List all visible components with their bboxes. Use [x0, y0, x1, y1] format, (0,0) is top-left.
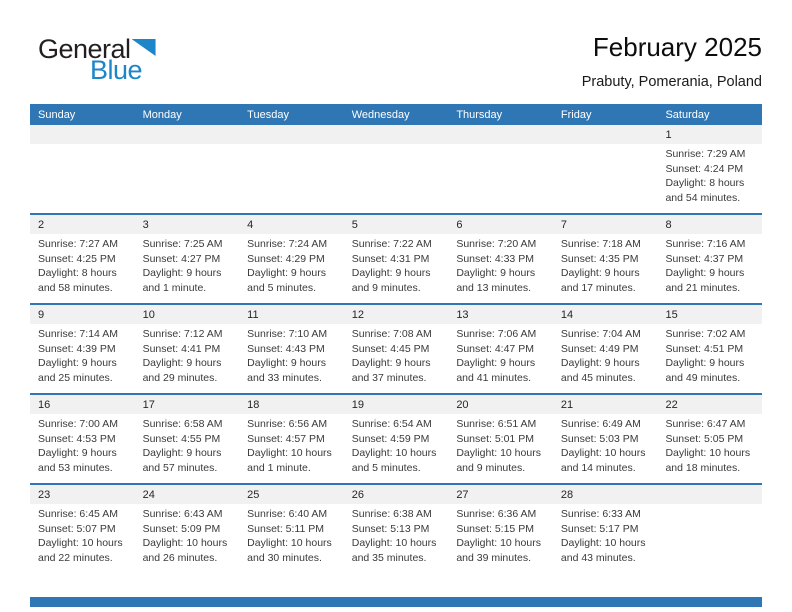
sunset-text: Sunset: 5:01 PM: [456, 432, 534, 445]
daylight-line2-text: and 14 minutes.: [560, 461, 636, 474]
day-cell-5: [344, 215, 449, 303]
sunset-text: Sunset: 4:25 PM: [38, 252, 116, 265]
day-details: [239, 234, 344, 295]
sunset-text: Sunset: 4:49 PM: [560, 342, 639, 355]
sunrise-text: Sunrise: 6:33 AM: [560, 508, 641, 520]
weekday-wednesday: Wednesday: [351, 109, 410, 121]
day-number: 18: [239, 395, 344, 414]
sunset-text: Sunset: 4:39 PM: [38, 342, 116, 355]
day-cell-23: [30, 485, 135, 573]
sunrise-text: Sunrise: 7:08 AM: [351, 328, 432, 340]
day-details: [344, 324, 449, 385]
day-number: [657, 485, 762, 504]
sunrise-text: Sunrise: 7:06 AM: [456, 328, 537, 340]
day-cell-empty: [239, 125, 344, 213]
daylight-line1-text: Daylight: 10 hours: [38, 537, 123, 550]
sunset-text: Sunset: 4:35 PM: [560, 252, 639, 265]
daylight-line1-text: Daylight: 9 hours: [665, 357, 745, 370]
daylight-line2-text: and 43 minutes.: [560, 551, 636, 564]
sunrise-text: Sunrise: 7:10 AM: [247, 328, 328, 340]
daylight-line1-text: Daylight: 10 hours: [142, 537, 228, 550]
day-cell-10: [135, 305, 240, 393]
daylight-line1-text: Daylight: 8 hours: [665, 177, 745, 190]
logo-text-blue: Blue: [90, 55, 143, 85]
sunset-text: Sunset: 5:11 PM: [247, 522, 325, 535]
daylight-line2-text: and 58 minutes.: [38, 281, 113, 294]
day-number: 9: [30, 305, 135, 324]
day-cell-18: [239, 395, 344, 483]
sunset-text: Sunset: 4:43 PM: [247, 342, 325, 355]
day-details: [553, 414, 658, 475]
day-number: 3: [135, 215, 240, 234]
day-number: [553, 125, 658, 144]
sunrise-text: Sunrise: 7:16 AM: [665, 238, 746, 250]
sunset-text: Sunset: 4:24 PM: [665, 162, 744, 175]
day-cell-27: [448, 485, 553, 573]
daylight-line2-text: and 37 minutes.: [351, 371, 427, 384]
sunset-text: Sunset: 4:41 PM: [142, 342, 221, 355]
day-details: [657, 414, 762, 475]
day-details: [553, 504, 658, 565]
daylight-line2-text: and 39 minutes.: [456, 551, 532, 564]
day-number: 11: [239, 305, 344, 324]
weekday-monday: Monday: [142, 109, 182, 121]
day-cell-2: [30, 215, 135, 303]
day-number: 7: [553, 215, 658, 234]
day-number: 15: [657, 305, 762, 324]
daylight-line1-text: Daylight: 10 hours: [247, 537, 332, 550]
sunrise-text: Sunrise: 6:36 AM: [456, 508, 537, 520]
month-title: February 2025: [592, 32, 762, 62]
sunrise-text: Sunrise: 6:51 AM: [456, 418, 537, 430]
day-details: [657, 324, 762, 385]
daylight-line2-text: and 35 minutes.: [351, 551, 427, 564]
day-details: [30, 504, 135, 565]
daylight-line2-text: and 5 minutes.: [247, 281, 317, 294]
sunset-text: Sunset: 5:05 PM: [665, 432, 744, 445]
day-number: [30, 125, 135, 144]
day-cell-empty: [657, 485, 762, 573]
day-number: 6: [448, 215, 553, 234]
sunset-text: Sunset: 4:53 PM: [38, 432, 116, 445]
daylight-line1-text: Daylight: 9 hours: [560, 267, 640, 280]
daylight-line1-text: Daylight: 9 hours: [142, 447, 222, 460]
daylight-line2-text: and 21 minutes.: [665, 281, 741, 294]
day-cell-6: [448, 215, 553, 303]
location-subtitle: Prabuty, Pomerania, Poland: [581, 74, 762, 90]
sunset-text: Sunset: 4:27 PM: [142, 252, 221, 265]
daylight-line2-text: and 18 minutes.: [665, 461, 741, 474]
sunrise-text: Sunrise: 6:56 AM: [247, 418, 328, 430]
sunrise-text: Sunrise: 7:14 AM: [38, 328, 118, 340]
sunset-text: Sunset: 4:57 PM: [247, 432, 325, 445]
day-details: [553, 324, 658, 385]
daylight-line2-text: and 33 minutes.: [247, 371, 322, 384]
daylight-line1-text: Daylight: 9 hours: [142, 267, 222, 280]
daylight-line1-text: Daylight: 10 hours: [560, 537, 646, 550]
logo-triangle-icon: [132, 39, 156, 56]
day-details: [553, 234, 658, 295]
day-details: [344, 234, 449, 295]
day-cell-7: [553, 215, 658, 303]
day-details: [344, 414, 449, 475]
day-number: 25: [239, 485, 344, 504]
sunrise-text: Sunrise: 7:12 AM: [142, 328, 223, 340]
daylight-line2-text: and 49 minutes.: [665, 371, 741, 384]
day-details: [657, 234, 762, 295]
sunset-text: Sunset: 4:55 PM: [142, 432, 221, 445]
sunset-text: Sunset: 5:09 PM: [142, 522, 221, 535]
daylight-line1-text: Daylight: 10 hours: [351, 447, 437, 460]
day-details: [239, 414, 344, 475]
day-number: 23: [30, 485, 135, 504]
day-details: [135, 234, 240, 295]
daylight-line1-text: Daylight: 10 hours: [456, 537, 541, 550]
week-row: [30, 393, 762, 483]
day-number: 17: [135, 395, 240, 414]
day-number: 10: [135, 305, 240, 324]
day-number: 13: [448, 305, 553, 324]
day-cell-20: [448, 395, 553, 483]
sunrise-text: Sunrise: 7:29 AM: [665, 148, 746, 160]
day-cell-1: [657, 125, 762, 213]
daylight-line1-text: Daylight: 10 hours: [665, 447, 751, 460]
day-cell-16: [30, 395, 135, 483]
day-number: 24: [135, 485, 240, 504]
sunrise-text: Sunrise: 6:43 AM: [142, 508, 223, 520]
daylight-line1-text: Daylight: 9 hours: [247, 267, 326, 280]
daylight-line2-text: and 1 minute.: [247, 461, 311, 474]
daylight-line1-text: Daylight: 9 hours: [351, 357, 431, 370]
sunset-text: Sunset: 4:29 PM: [247, 252, 325, 265]
sunset-text: Sunset: 5:17 PM: [560, 522, 639, 535]
sunset-text: Sunset: 5:13 PM: [351, 522, 430, 535]
sunrise-text: Sunrise: 6:49 AM: [560, 418, 641, 430]
daylight-line2-text: and 54 minutes.: [665, 191, 741, 204]
sunset-text: Sunset: 4:59 PM: [351, 432, 430, 445]
day-details: [30, 414, 135, 475]
day-cell-26: [344, 485, 449, 573]
sunrise-text: Sunrise: 6:47 AM: [665, 418, 746, 430]
day-cell-empty: [344, 125, 449, 213]
sunrise-text: Sunrise: 7:02 AM: [665, 328, 746, 340]
day-cell-empty: [553, 125, 658, 213]
week-row: [30, 483, 762, 573]
sunrise-text: Sunrise: 7:24 AM: [247, 238, 328, 250]
daylight-line2-text: and 25 minutes.: [38, 371, 113, 384]
daylight-line2-text: and 57 minutes.: [142, 461, 218, 474]
daylight-line1-text: Daylight: 9 hours: [142, 357, 222, 370]
day-cell-21: [553, 395, 658, 483]
daylight-line1-text: Daylight: 8 hours: [38, 267, 117, 280]
sunset-text: Sunset: 4:31 PM: [351, 252, 430, 265]
day-number: 5: [344, 215, 449, 234]
daylight-line1-text: Daylight: 10 hours: [456, 447, 541, 460]
daylight-line1-text: Daylight: 9 hours: [247, 357, 326, 370]
weekday-saturday: Saturday: [665, 109, 710, 121]
daylight-line2-text: and 29 minutes.: [142, 371, 218, 384]
daylight-line2-text: and 30 minutes.: [247, 551, 322, 564]
week-row: [30, 213, 762, 303]
daylight-line1-text: Daylight: 9 hours: [456, 267, 536, 280]
day-number: 8: [657, 215, 762, 234]
day-cell-14: [553, 305, 658, 393]
day-details: [448, 324, 553, 385]
daylight-line1-text: Daylight: 9 hours: [456, 357, 536, 370]
day-number: 12: [344, 305, 449, 324]
sunset-text: Sunset: 5:03 PM: [560, 432, 639, 445]
weekday-thursday: Thursday: [456, 109, 503, 121]
day-cell-28: [553, 485, 658, 573]
day-details: [30, 234, 135, 295]
sunrise-text: Sunrise: 7:00 AM: [38, 418, 118, 430]
day-number: 14: [553, 305, 658, 324]
general-blue-logo: [38, 34, 156, 85]
sunrise-text: Sunrise: 6:38 AM: [351, 508, 432, 520]
day-cell-9: [30, 305, 135, 393]
day-cell-empty: [135, 125, 240, 213]
week-row: [30, 303, 762, 393]
daylight-line2-text: and 5 minutes.: [351, 461, 421, 474]
day-number: 1: [657, 125, 762, 144]
day-details: [657, 144, 762, 205]
day-details: [30, 324, 135, 385]
sunrise-text: Sunrise: 7:27 AM: [38, 238, 118, 250]
day-details: [448, 414, 553, 475]
weekday-header-row: [30, 104, 762, 125]
day-number: 22: [657, 395, 762, 414]
sunset-text: Sunset: 5:15 PM: [456, 522, 534, 535]
day-cell-11: [239, 305, 344, 393]
sunrise-text: Sunrise: 7:25 AM: [142, 238, 223, 250]
daylight-line1-text: Daylight: 9 hours: [665, 267, 745, 280]
week-row: [30, 125, 762, 213]
daylight-line2-text: and 53 minutes.: [38, 461, 113, 474]
sunrise-text: Sunrise: 6:54 AM: [351, 418, 432, 430]
day-number: 19: [344, 395, 449, 414]
daylight-line1-text: Daylight: 9 hours: [38, 357, 117, 370]
day-number: 28: [553, 485, 658, 504]
weekday-sunday: Sunday: [38, 109, 76, 121]
daylight-line2-text: and 45 minutes.: [560, 371, 636, 384]
day-cell-8: [657, 215, 762, 303]
sunset-text: Sunset: 4:45 PM: [351, 342, 430, 355]
day-details: [135, 324, 240, 385]
day-number: [239, 125, 344, 144]
sunrise-text: Sunrise: 6:58 AM: [142, 418, 223, 430]
daylight-line2-text: and 13 minutes.: [456, 281, 532, 294]
day-details: [448, 234, 553, 295]
day-cell-3: [135, 215, 240, 303]
daylight-line1-text: Daylight: 9 hours: [38, 447, 117, 460]
daylight-line2-text: and 41 minutes.: [456, 371, 532, 384]
sunrise-text: Sunrise: 7:22 AM: [351, 238, 432, 250]
weekday-tuesday: Tuesday: [247, 109, 289, 121]
sunrise-text: Sunrise: 7:20 AM: [456, 238, 537, 250]
day-details: [448, 504, 553, 565]
daylight-line1-text: Daylight: 9 hours: [560, 357, 640, 370]
calendar-grid: [30, 104, 762, 573]
day-cell-empty: [448, 125, 553, 213]
daylight-line2-text: and 9 minutes.: [351, 281, 421, 294]
day-cell-22: [657, 395, 762, 483]
daylight-line2-text: and 22 minutes.: [38, 551, 113, 564]
footer-accent-bar: [30, 597, 762, 607]
day-cell-17: [135, 395, 240, 483]
day-cell-13: [448, 305, 553, 393]
day-details: [239, 504, 344, 565]
daylight-line2-text: and 26 minutes.: [142, 551, 218, 564]
day-details: [344, 504, 449, 565]
weekday-friday: Friday: [560, 109, 592, 121]
day-cell-24: [135, 485, 240, 573]
day-number: [135, 125, 240, 144]
day-details: [239, 324, 344, 385]
title-block: [582, 32, 762, 90]
day-cell-15: [657, 305, 762, 393]
day-number: 27: [448, 485, 553, 504]
day-number: 26: [344, 485, 449, 504]
sunset-text: Sunset: 4:47 PM: [456, 342, 534, 355]
day-details: [135, 504, 240, 565]
logo-text-general: General: [38, 34, 131, 64]
day-cell-25: [239, 485, 344, 573]
sunrise-text: Sunrise: 6:40 AM: [247, 508, 328, 520]
daylight-line1-text: Daylight: 10 hours: [560, 447, 646, 460]
day-number: 16: [30, 395, 135, 414]
daylight-line1-text: Daylight: 9 hours: [351, 267, 431, 280]
sunrise-text: Sunrise: 7:04 AM: [560, 328, 641, 340]
day-number: 20: [448, 395, 553, 414]
day-details: [135, 414, 240, 475]
day-number: [344, 125, 449, 144]
day-number: 21: [553, 395, 658, 414]
sunset-text: Sunset: 4:37 PM: [665, 252, 744, 265]
daylight-line2-text: and 17 minutes.: [560, 281, 636, 294]
weeks-container: [30, 125, 762, 573]
day-number: 4: [239, 215, 344, 234]
sunset-text: Sunset: 4:51 PM: [665, 342, 744, 355]
sunrise-text: Sunrise: 6:45 AM: [38, 508, 118, 520]
day-number: [448, 125, 553, 144]
daylight-line1-text: Daylight: 10 hours: [247, 447, 332, 460]
daylight-line2-text: and 9 minutes.: [456, 461, 526, 474]
day-cell-19: [344, 395, 449, 483]
daylight-line1-text: Daylight: 10 hours: [351, 537, 437, 550]
day-cell-12: [344, 305, 449, 393]
sunset-text: Sunset: 4:33 PM: [456, 252, 534, 265]
sunrise-text: Sunrise: 7:18 AM: [560, 238, 641, 250]
day-cell-4: [239, 215, 344, 303]
sunset-text: Sunset: 5:07 PM: [38, 522, 116, 535]
day-number: 2: [30, 215, 135, 234]
daylight-line2-text: and 1 minute.: [142, 281, 207, 294]
day-cell-empty: [30, 125, 135, 213]
